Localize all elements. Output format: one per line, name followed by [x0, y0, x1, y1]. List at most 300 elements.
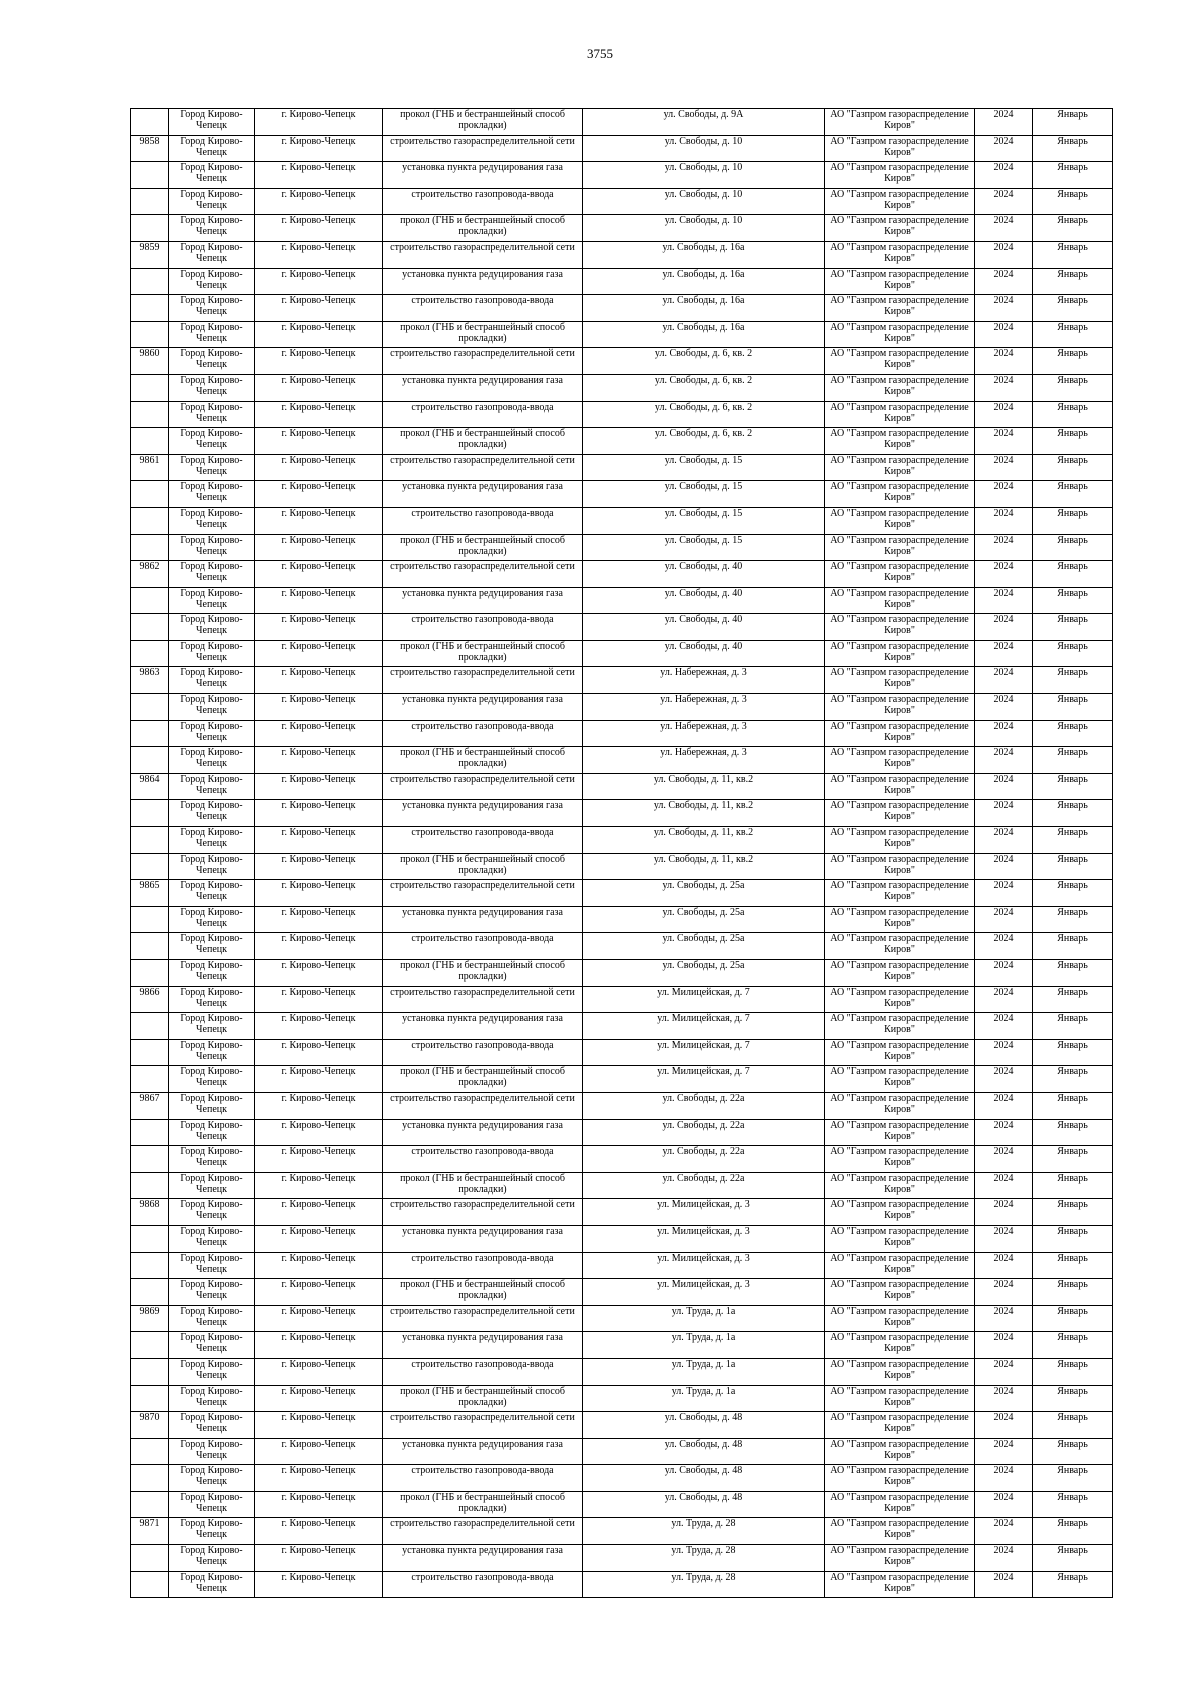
table-row [131, 454, 1113, 481]
month-cell: Январь [1033, 188, 1113, 215]
month-cell: Январь [1033, 800, 1113, 827]
operator-cell: АО "Газпром газораспределение Киров" [825, 401, 975, 428]
municipality-cell: Город Кирово-Чепецк [169, 587, 255, 614]
municipality-cell: Город Кирово-Чепецк [169, 135, 255, 162]
municipality-cell: Город Кирово-Чепецк [169, 720, 255, 747]
settlement-cell: г. Кирово-Чепецк [255, 827, 383, 854]
work-type-cell: прокол (ГНБ и бестраншейный способ прокладки) [383, 215, 583, 242]
row-number-cell [131, 1146, 169, 1173]
settlement-cell: г. Кирово-Чепецк [255, 295, 383, 322]
month-cell: Январь [1033, 720, 1113, 747]
address-cell: ул. Труда, д. 28 [583, 1571, 825, 1598]
year-cell: 2024 [975, 162, 1033, 189]
year-cell: 2024 [975, 1412, 1033, 1439]
month-cell: Январь [1033, 1518, 1113, 1545]
work-type-cell: строительство газопровода-ввода [383, 1358, 583, 1385]
work-type-cell: строительство газораспределительной сети [383, 1092, 583, 1119]
operator-cell: АО "Газпром газораспределение Киров" [825, 906, 975, 933]
settlement-cell: г. Кирово-Чепецк [255, 986, 383, 1013]
table-row [131, 853, 1113, 880]
work-type-cell: прокол (ГНБ и бестраншейный способ прокладки) [383, 1172, 583, 1199]
municipality-cell: Город Кирово-Чепецк [169, 374, 255, 401]
settlement-cell: г. Кирово-Чепецк [255, 773, 383, 800]
address-cell: ул. Свободы, д. 11, кв.2 [583, 773, 825, 800]
month-cell: Январь [1033, 561, 1113, 588]
work-type-cell: установка пункта редуцирования газа [383, 481, 583, 508]
table-row [131, 1305, 1113, 1332]
address-cell: ул. Свободы, д. 11, кв.2 [583, 800, 825, 827]
year-cell: 2024 [975, 960, 1033, 987]
address-cell: ул. Милицейская, д. 7 [583, 1013, 825, 1040]
row-number-cell [131, 1066, 169, 1093]
table-row [131, 614, 1113, 641]
address-cell: ул. Свободы, д. 16а [583, 295, 825, 322]
month-cell: Январь [1033, 906, 1113, 933]
year-cell: 2024 [975, 374, 1033, 401]
work-type-cell: строительство газораспределительной сети [383, 667, 583, 694]
year-cell: 2024 [975, 1225, 1033, 1252]
municipality-cell: Город Кирово-Чепецк [169, 667, 255, 694]
operator-cell: АО "Газпром газораспределение Киров" [825, 720, 975, 747]
table-row [131, 827, 1113, 854]
table-row [131, 587, 1113, 614]
work-type-cell: строительство газораспределительной сети [383, 773, 583, 800]
month-cell: Январь [1033, 614, 1113, 641]
address-cell: ул. Свободы, д. 16а [583, 241, 825, 268]
row-number-cell [131, 1225, 169, 1252]
table-row [131, 667, 1113, 694]
operator-cell: АО "Газпром газораспределение Киров" [825, 1545, 975, 1572]
municipality-cell: Город Кирово-Чепецк [169, 1412, 255, 1439]
table-row [131, 1518, 1113, 1545]
work-type-cell: установка пункта редуцирования газа [383, 374, 583, 401]
municipality-cell: Город Кирово-Чепецк [169, 906, 255, 933]
year-cell: 2024 [975, 534, 1033, 561]
municipality-cell: Город Кирово-Чепецк [169, 561, 255, 588]
month-cell: Январь [1033, 1491, 1113, 1518]
table-row [131, 268, 1113, 295]
settlement-cell: г. Кирово-Чепецк [255, 1465, 383, 1492]
work-type-cell: установка пункта редуцирования газа [383, 1438, 583, 1465]
month-cell: Январь [1033, 773, 1113, 800]
address-cell: ул. Труда, д. 1а [583, 1385, 825, 1412]
municipality-cell: Город Кирово-Чепецк [169, 428, 255, 455]
municipality-cell: Город Кирово-Чепецк [169, 348, 255, 375]
settlement-cell: г. Кирово-Чепецк [255, 348, 383, 375]
table-row [131, 1279, 1113, 1306]
operator-cell: АО "Газпром газораспределение Киров" [825, 640, 975, 667]
operator-cell: АО "Газпром газораспределение Киров" [825, 507, 975, 534]
settlement-cell: г. Кирово-Чепецк [255, 1491, 383, 1518]
settlement-cell: г. Кирово-Чепецк [255, 374, 383, 401]
year-cell: 2024 [975, 694, 1033, 721]
month-cell: Январь [1033, 507, 1113, 534]
operator-cell: АО "Газпром газораспределение Киров" [825, 374, 975, 401]
settlement-cell: г. Кирово-Чепецк [255, 800, 383, 827]
year-cell: 2024 [975, 1039, 1033, 1066]
municipality-cell: Город Кирово-Чепецк [169, 1279, 255, 1306]
year-cell: 2024 [975, 880, 1033, 907]
settlement-cell: г. Кирово-Чепецк [255, 1172, 383, 1199]
address-cell: ул. Свободы, д. 48 [583, 1412, 825, 1439]
municipality-cell: Город Кирово-Чепецк [169, 933, 255, 960]
operator-cell: АО "Газпром газораспределение Киров" [825, 1252, 975, 1279]
address-cell: ул. Свободы, д. 48 [583, 1491, 825, 1518]
year-cell: 2024 [975, 241, 1033, 268]
operator-cell: АО "Газпром газораспределение Киров" [825, 215, 975, 242]
operator-cell: АО "Газпром газораспределение Киров" [825, 667, 975, 694]
table-row [131, 640, 1113, 667]
address-cell: ул. Свободы, д. 6, кв. 2 [583, 401, 825, 428]
table-row [131, 1465, 1113, 1492]
work-type-cell: строительство газопровода-ввода [383, 1039, 583, 1066]
table-row [131, 215, 1113, 242]
address-cell: ул. Свободы, д. 22а [583, 1146, 825, 1173]
table-row [131, 188, 1113, 215]
registry-body [131, 109, 1113, 1598]
work-type-cell: строительство газопровода-ввода [383, 1146, 583, 1173]
address-cell: ул. Свободы, д. 10 [583, 135, 825, 162]
settlement-cell: г. Кирово-Чепецк [255, 960, 383, 987]
row-number-cell [131, 906, 169, 933]
year-cell: 2024 [975, 1438, 1033, 1465]
row-number-cell [131, 1172, 169, 1199]
municipality-cell: Город Кирово-Чепецк [169, 507, 255, 534]
address-cell: ул. Набережная, д. 3 [583, 720, 825, 747]
table-row [131, 1119, 1113, 1146]
row-number-cell: 9861 [131, 454, 169, 481]
year-cell: 2024 [975, 507, 1033, 534]
settlement-cell: г. Кирово-Чепецк [255, 1199, 383, 1226]
table-row [131, 800, 1113, 827]
month-cell: Январь [1033, 853, 1113, 880]
operator-cell: АО "Газпром газораспределение Киров" [825, 1385, 975, 1412]
table-row [131, 960, 1113, 987]
row-number-cell [131, 162, 169, 189]
municipality-cell: Город Кирово-Чепецк [169, 1332, 255, 1359]
row-number-cell [131, 215, 169, 242]
address-cell: ул. Свободы, д. 15 [583, 507, 825, 534]
work-type-cell: установка пункта редуцирования газа [383, 1225, 583, 1252]
month-cell: Январь [1033, 428, 1113, 455]
operator-cell: АО "Газпром газораспределение Киров" [825, 1491, 975, 1518]
work-type-cell: строительство газопровода-ввода [383, 1252, 583, 1279]
settlement-cell: г. Кирово-Чепецк [255, 1013, 383, 1040]
operator-cell: АО "Газпром газораспределение Киров" [825, 587, 975, 614]
table-row [131, 1092, 1113, 1119]
address-cell: ул. Милицейская, д. 7 [583, 1066, 825, 1093]
operator-cell: АО "Газпром газораспределение Киров" [825, 800, 975, 827]
settlement-cell: г. Кирово-Чепецк [255, 640, 383, 667]
row-number-cell [131, 1465, 169, 1492]
row-number-cell [131, 401, 169, 428]
year-cell: 2024 [975, 1571, 1033, 1598]
row-number-cell: 9868 [131, 1199, 169, 1226]
row-number-cell [131, 827, 169, 854]
month-cell: Январь [1033, 1225, 1113, 1252]
operator-cell: АО "Газпром газораспределение Киров" [825, 534, 975, 561]
month-cell: Январь [1033, 374, 1113, 401]
month-cell: Январь [1033, 1305, 1113, 1332]
work-type-cell: прокол (ГНБ и бестраншейный способ прокладки) [383, 534, 583, 561]
work-type-cell: установка пункта редуцирования газа [383, 1332, 583, 1359]
year-cell: 2024 [975, 1013, 1033, 1040]
row-number-cell: 9859 [131, 241, 169, 268]
table-row [131, 507, 1113, 534]
municipality-cell: Город Кирово-Чепецк [169, 1066, 255, 1093]
operator-cell: АО "Газпром газораспределение Киров" [825, 773, 975, 800]
settlement-cell: г. Кирово-Чепецк [255, 1571, 383, 1598]
year-cell: 2024 [975, 188, 1033, 215]
year-cell: 2024 [975, 135, 1033, 162]
municipality-cell: Город Кирово-Чепецк [169, 694, 255, 721]
month-cell: Январь [1033, 933, 1113, 960]
month-cell: Январь [1033, 1385, 1113, 1412]
operator-cell: АО "Газпром газораспределение Киров" [825, 109, 975, 136]
row-number-cell [131, 1491, 169, 1518]
table-row [131, 1013, 1113, 1040]
year-cell: 2024 [975, 321, 1033, 348]
settlement-cell: г. Кирово-Чепецк [255, 1545, 383, 1572]
work-type-cell: установка пункта редуцирования газа [383, 587, 583, 614]
year-cell: 2024 [975, 1092, 1033, 1119]
settlement-cell: г. Кирово-Чепецк [255, 428, 383, 455]
month-cell: Январь [1033, 1146, 1113, 1173]
municipality-cell: Город Кирово-Чепецк [169, 853, 255, 880]
year-cell: 2024 [975, 1146, 1033, 1173]
municipality-cell: Город Кирово-Чепецк [169, 481, 255, 508]
table-row [131, 1172, 1113, 1199]
table-row [131, 720, 1113, 747]
month-cell: Январь [1033, 534, 1113, 561]
settlement-cell: г. Кирово-Чепецк [255, 481, 383, 508]
municipality-cell: Город Кирово-Чепецк [169, 880, 255, 907]
address-cell: ул. Милицейская, д. 3 [583, 1225, 825, 1252]
year-cell: 2024 [975, 1305, 1033, 1332]
row-number-cell [131, 428, 169, 455]
settlement-cell: г. Кирово-Чепецк [255, 1412, 383, 1439]
municipality-cell: Город Кирово-Чепецк [169, 109, 255, 136]
table-row [131, 986, 1113, 1013]
table-row [131, 348, 1113, 375]
table-row [131, 481, 1113, 508]
month-cell: Январь [1033, 1039, 1113, 1066]
operator-cell: АО "Газпром газораспределение Киров" [825, 454, 975, 481]
operator-cell: АО "Газпром газораспределение Киров" [825, 1066, 975, 1093]
municipality-cell: Город Кирово-Чепецк [169, 1518, 255, 1545]
work-type-cell: установка пункта редуцирования газа [383, 906, 583, 933]
month-cell: Январь [1033, 640, 1113, 667]
address-cell: ул. Свободы, д. 25а [583, 933, 825, 960]
municipality-cell: Город Кирово-Чепецк [169, 1092, 255, 1119]
month-cell: Январь [1033, 215, 1113, 242]
settlement-cell: г. Кирово-Чепецк [255, 906, 383, 933]
year-cell: 2024 [975, 295, 1033, 322]
settlement-cell: г. Кирово-Чепецк [255, 241, 383, 268]
settlement-cell: г. Кирово-Чепецк [255, 561, 383, 588]
settlement-cell: г. Кирово-Чепецк [255, 1332, 383, 1359]
address-cell: ул. Свободы, д. 10 [583, 162, 825, 189]
month-cell: Январь [1033, 667, 1113, 694]
table-row [131, 1438, 1113, 1465]
settlement-cell: г. Кирово-Чепецк [255, 401, 383, 428]
municipality-cell: Город Кирово-Чепецк [169, 1199, 255, 1226]
municipality-cell: Город Кирово-Чепецк [169, 1438, 255, 1465]
address-cell: ул. Свободы, д. 48 [583, 1465, 825, 1492]
work-type-cell: прокол (ГНБ и бестраншейный способ прокладки) [383, 1491, 583, 1518]
municipality-cell: Город Кирово-Чепецк [169, 188, 255, 215]
year-cell: 2024 [975, 800, 1033, 827]
month-cell: Январь [1033, 1119, 1113, 1146]
operator-cell: АО "Газпром газораспределение Киров" [825, 853, 975, 880]
work-type-cell: строительство газораспределительной сети [383, 135, 583, 162]
settlement-cell: г. Кирово-Чепецк [255, 1066, 383, 1093]
address-cell: ул. Свободы, д. 48 [583, 1438, 825, 1465]
table-row [131, 241, 1113, 268]
operator-cell: АО "Газпром газораспределение Киров" [825, 1358, 975, 1385]
work-type-cell: строительство газораспределительной сети [383, 1518, 583, 1545]
address-cell: ул. Свободы, д. 6, кв. 2 [583, 374, 825, 401]
work-type-cell: строительство газораспределительной сети [383, 348, 583, 375]
year-cell: 2024 [975, 747, 1033, 774]
year-cell: 2024 [975, 720, 1033, 747]
work-type-cell: установка пункта редуцирования газа [383, 1119, 583, 1146]
year-cell: 2024 [975, 1332, 1033, 1359]
month-cell: Январь [1033, 1412, 1113, 1439]
address-cell: ул. Свободы, д. 25а [583, 880, 825, 907]
month-cell: Январь [1033, 827, 1113, 854]
month-cell: Январь [1033, 1279, 1113, 1306]
table-row [131, 1491, 1113, 1518]
month-cell: Январь [1033, 1465, 1113, 1492]
table-row [131, 1571, 1113, 1598]
address-cell: ул. Милицейская, д. 7 [583, 986, 825, 1013]
operator-cell: АО "Газпром газораспределение Киров" [825, 1518, 975, 1545]
settlement-cell: г. Кирово-Чепецк [255, 747, 383, 774]
year-cell: 2024 [975, 933, 1033, 960]
work-type-cell: строительство газопровода-ввода [383, 720, 583, 747]
year-cell: 2024 [975, 561, 1033, 588]
year-cell: 2024 [975, 348, 1033, 375]
operator-cell: АО "Газпром газораспределение Киров" [825, 1412, 975, 1439]
work-type-cell: строительство газораспределительной сети [383, 1412, 583, 1439]
address-cell: ул. Свободы, д. 10 [583, 188, 825, 215]
month-cell: Январь [1033, 1438, 1113, 1465]
month-cell: Январь [1033, 268, 1113, 295]
operator-cell: АО "Газпром газораспределение Киров" [825, 481, 975, 508]
municipality-cell: Город Кирово-Чепецк [169, 534, 255, 561]
work-type-cell: прокол (ГНБ и бестраншейный способ прокладки) [383, 1066, 583, 1093]
settlement-cell: г. Кирово-Чепецк [255, 1279, 383, 1306]
address-cell: ул. Набережная, д. 3 [583, 667, 825, 694]
table-row [131, 534, 1113, 561]
month-cell: Январь [1033, 880, 1113, 907]
row-number-cell [131, 295, 169, 322]
address-cell: ул. Свободы, д. 15 [583, 481, 825, 508]
row-number-cell: 9870 [131, 1412, 169, 1439]
work-type-cell: прокол (ГНБ и бестраншейный способ прокладки) [383, 853, 583, 880]
month-cell: Январь [1033, 694, 1113, 721]
settlement-cell: г. Кирово-Чепецк [255, 109, 383, 136]
settlement-cell: г. Кирово-Чепецк [255, 534, 383, 561]
settlement-cell: г. Кирово-Чепецк [255, 1305, 383, 1332]
table-row [131, 1332, 1113, 1359]
operator-cell: АО "Газпром газораспределение Киров" [825, 321, 975, 348]
work-type-cell: установка пункта редуцирования газа [383, 800, 583, 827]
municipality-cell: Город Кирово-Чепецк [169, 1039, 255, 1066]
address-cell: ул. Свободы, д. 22а [583, 1119, 825, 1146]
year-cell: 2024 [975, 1465, 1033, 1492]
row-number-cell [131, 1358, 169, 1385]
address-cell: ул. Свободы, д. 11, кв.2 [583, 827, 825, 854]
table-row [131, 906, 1113, 933]
year-cell: 2024 [975, 1252, 1033, 1279]
operator-cell: АО "Газпром газораспределение Киров" [825, 1225, 975, 1252]
municipality-cell: Город Кирово-Чепецк [169, 1385, 255, 1412]
address-cell: ул. Труда, д. 28 [583, 1518, 825, 1545]
address-cell: ул. Свободы, д. 9А [583, 109, 825, 136]
settlement-cell: г. Кирово-Чепецк [255, 694, 383, 721]
row-number-cell: 9862 [131, 561, 169, 588]
month-cell: Январь [1033, 1571, 1113, 1598]
row-number-cell [131, 374, 169, 401]
operator-cell: АО "Газпром газораспределение Киров" [825, 135, 975, 162]
settlement-cell: г. Кирово-Чепецк [255, 614, 383, 641]
settlement-cell: г. Кирово-Чепецк [255, 268, 383, 295]
month-cell: Январь [1033, 109, 1113, 136]
municipality-cell: Город Кирово-Чепецк [169, 1358, 255, 1385]
municipality-cell: Город Кирово-Чепецк [169, 986, 255, 1013]
settlement-cell: г. Кирово-Чепецк [255, 188, 383, 215]
work-type-cell: установка пункта редуцирования газа [383, 162, 583, 189]
month-cell: Январь [1033, 348, 1113, 375]
table-row [131, 1358, 1113, 1385]
settlement-cell: г. Кирово-Чепецк [255, 1385, 383, 1412]
year-cell: 2024 [975, 827, 1033, 854]
table-row [131, 109, 1113, 136]
table-row [131, 321, 1113, 348]
operator-cell: АО "Газпром газораспределение Киров" [825, 1438, 975, 1465]
work-type-cell: прокол (ГНБ и бестраншейный способ прокладки) [383, 640, 583, 667]
operator-cell: АО "Газпром газораспределение Киров" [825, 1279, 975, 1306]
work-type-cell: строительство газопровода-ввода [383, 401, 583, 428]
year-cell: 2024 [975, 640, 1033, 667]
address-cell: ул. Свободы, д. 15 [583, 454, 825, 481]
settlement-cell: г. Кирово-Чепецк [255, 720, 383, 747]
address-cell: ул. Свободы, д. 40 [583, 640, 825, 667]
month-cell: Январь [1033, 1332, 1113, 1359]
table-row [131, 1385, 1113, 1412]
municipality-cell: Город Кирово-Чепецк [169, 614, 255, 641]
row-number-cell [131, 1571, 169, 1598]
work-type-cell: строительство газопровода-ввода [383, 614, 583, 641]
operator-cell: АО "Газпром газораспределение Киров" [825, 348, 975, 375]
operator-cell: АО "Газпром газораспределение Киров" [825, 295, 975, 322]
row-number-cell [131, 507, 169, 534]
work-type-cell: строительство газораспределительной сети [383, 561, 583, 588]
year-cell: 2024 [975, 1545, 1033, 1572]
work-type-cell: прокол (ГНБ и бестраншейный способ прокладки) [383, 428, 583, 455]
municipality-cell: Город Кирово-Чепецк [169, 1545, 255, 1572]
row-number-cell [131, 640, 169, 667]
operator-cell: АО "Газпром газораспределение Киров" [825, 1571, 975, 1598]
month-cell: Январь [1033, 401, 1113, 428]
work-type-cell: прокол (ГНБ и бестраншейный способ прокладки) [383, 1279, 583, 1306]
work-type-cell: строительство газопровода-ввода [383, 507, 583, 534]
table-row [131, 401, 1113, 428]
settlement-cell: г. Кирово-Чепецк [255, 321, 383, 348]
row-number-cell: 9866 [131, 986, 169, 1013]
